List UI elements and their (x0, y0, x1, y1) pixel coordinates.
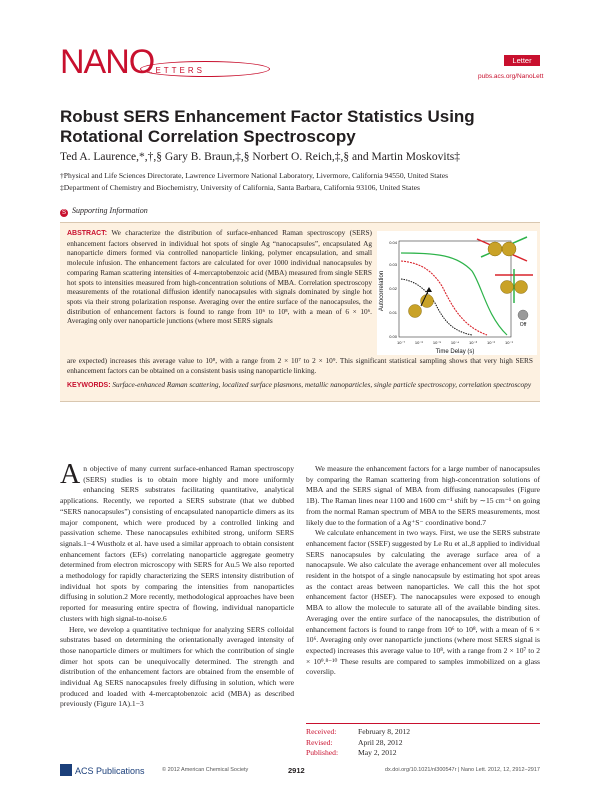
toc-xtick: 10⁻⁴ (450, 340, 460, 345)
toc-xtick: 10⁻² (487, 340, 495, 345)
toc-off-label: Off (519, 322, 527, 328)
toc-ytick: 0.01 (389, 310, 397, 315)
toc-ytick: 0.02 (389, 286, 397, 291)
history-received: Received: February 8, 2012 (306, 727, 411, 736)
body-paragraph: We calculate enhancement in two ways. First, we use the SERS substrate enhancement factor (SSEF) suggested by Le Ru et al.,8 applied to individual SERS nanocapsules by calculating the average surface area of a nanocapsule. We also calculate the average enhancement over all molecules resident in the hotspot of a single nanocapsule by estimating hot spot areas as the contact areas between nanoparticles. We call this the hot spot enhancement factor (HSEF). The nanocapsules were exposed to enough MBA to allow the molecule to saturate all of the available binding sites. Averaging over the entire surface of the nanocapsules, the distribution of enhancement factors is found to range from 10⁶ to 10⁸, with a mean of 6 × 10⁶. Averaging only over nanoparticle junctions (where most SERS signal is expected) increases this average value to 10⁸, with a range from 2 × 10⁷ to 2 × 10⁹.⁸⁻¹⁰ These results are compared to samples immobilized on a glass coverslip. (306, 528, 540, 677)
affiliation-1: †Physical and Life Sciences Directorate, Lawrence Livermore National Laboratory, Livermore, California 94550, United States (60, 171, 449, 180)
logo-sub: LETTERS (148, 66, 206, 75)
article-type-badge: Letter (504, 55, 540, 66)
body-column-1 (60, 459, 294, 710)
toc-ytick: 0.04 (389, 240, 397, 245)
toc-ytick: 0.00 (389, 334, 397, 339)
article-history (306, 723, 540, 759)
toc-xlabel: Time Delay (s) (435, 349, 475, 355)
abstract-text (67, 228, 372, 326)
history-revised: Revised: April 28, 2012 (306, 737, 403, 747)
toc-ylabel: Autocorrelation (379, 270, 385, 312)
affiliation-2: ‡Department of Chemistry and Biochemistry, University of California, Santa Barbara, California 93106, United States (60, 183, 420, 192)
copyright: © 2012 American Chemical Society (162, 767, 249, 773)
supporting-info-label: Supporting Information (72, 206, 148, 215)
toc-xtick: 10⁻¹ (505, 340, 513, 345)
abstract-body: We characterize the distribution of surface-enhanced Raman spectroscopy (SERS) enhancement factors observed in individual hot spots of single Ag “nanocapsules”, encapsulated Ag nanoparticle dimers formed via controlled nanoparticle linking, polymer encapsulation, and small molecule infusion. The enhancement factors are calculated for over 1000 individual nanocapsules by comparing Raman scattering intensities of 4-mercaptobenzoic acid (MBA) measured from single SERS hot spots to intensities measured from high-concentration solutions of MBA. Correlation spectroscopy measurements of the rotational diffusion identify nanocapsules with signals dominated by single hot spots via their strong polarization response. Averaging over the entire surface of the nanocapsules, the distribution of enhancement factors is found to range from 10⁶ to 10⁸, with a mean of 6 × 10⁶. Averaging only over nanoparticle junctions (where most SERS signals (67, 228, 372, 326)
toc-xtick: 10⁻⁶ (414, 340, 424, 345)
author-list: Ted A. Laurence,*,†,§ Gary B. Braun,‡,§ Norbert O. Reich,‡,§ and Martin Moskovits‡ (60, 151, 461, 163)
body-paragraph (60, 459, 294, 625)
journal-logo (60, 44, 240, 84)
body-paragraph-text: n objective of many current surface-enhanced Raman spectroscopy (SERS) studies is to obtain more highly and more uniformly enhancing SERS substrates facilitating quantitative, analytical applications. Recently, we reported a SERS substrate (that we dubbed “SERS nanocapsules”) consisting of encapsulated nanoparticle dimers as its major component, which were produced by a controlled linking and passivation scheme. These nanocapsules exhibited strong, uniform SERS signals.1−4 Wustholz et al. have used a similar approach to obtain consistent enhancement factors (EFs) correlating nanoparticle aggregate geometry determined from electron microscopy with SERS for Au.5 We also reported a methodology for rapidly characterizing the SERS intensity distribution of individual hot spots by comparing the intensities from nanoparticles diffusing in solution.2 More recently, methodological approaches have been reported for measuring entire spectra of flowing, individual nanoparticle clusters with high signal-to-noise.6 (60, 464, 294, 623)
toc-xtick: 10⁻⁷ (396, 340, 406, 345)
abstract-heading: ABSTRACT: (67, 230, 108, 237)
publisher-label: ACS Publications (75, 766, 145, 776)
body-paragraph: We measure the enhancement factors for a large number of nanocapsules by comparing the Raman scattering from high-concentration solutions of MBA and the SERS signal of MBA from diffusing nanocapsules (Figure 1B). The Raman lines near 1100 and 1600 cm⁻¹ shift by ∼15 cm⁻¹ on going from the normal Raman spectrum of MBA to the SERS measurements, most likely due to the formation of a Ag⁺S⁻ coordinative bond.7 (306, 464, 540, 527)
body-paragraph: Here, we develop a quantitative technique for analyzing SERS colloidal substrates based on determining the orientationally averaged intensity of those nanoparticle dimers or multimers for which the contribution of single dimer hot spots can be unequivocally determined. The strength and distribution of the enhancement factors are obtained from the ensemble of individual Ag SERS nanocapsules freely diffusing in solution, which were produced and loaded with 4-mercaptobenzoic acid (MBA) as described previously (Figure 1A).1−3 (60, 624, 294, 709)
doi-citation[interactable]: dx.doi.org/10.1021/nl300547r | Nano Lett. 2012, 12, 2912−2917 (384, 767, 540, 773)
logo-main: NANO (60, 43, 155, 81)
toc-xtick: 10⁻⁵ (432, 340, 442, 345)
toc-figure (377, 231, 537, 355)
keywords-heading: KEYWORDS: (67, 382, 111, 389)
journal-url-link[interactable]: pubs.acs.org/NanoLett (478, 73, 544, 80)
abstract-text-tail: are expected) increases this average value to 10⁸, with a range from 2 × 10⁷ to 2 × 10⁹. This significant statistical sampling shows that very high SERS enhancement factors can be obtained on a consistent basis using nanoparticle linking. (67, 356, 533, 375)
acs-icon (60, 764, 72, 776)
supporting-info-icon: S (61, 210, 66, 216)
toc-ytick: 0.03 (389, 262, 397, 267)
body-column-2 (306, 464, 540, 678)
keywords-list: Surface-enhanced Raman scattering, localized surface plasmons, metallic nanoparticles, single particle spectroscopy, correlation spectroscopy (112, 380, 532, 389)
supporting-info-link[interactable] (60, 206, 148, 217)
article-title: Robust SERS Enhancement Factor Statistics Using Rotational Correlation Spectroscopy (60, 107, 475, 146)
history-published: Published: May 2, 2012 (306, 748, 397, 757)
toc-xtick: 10⁻³ (469, 340, 477, 345)
page-number: 2912 (288, 766, 305, 775)
drop-cap: A (60, 459, 81, 490)
keywords (67, 380, 533, 391)
publisher-logo[interactable] (60, 764, 145, 776)
